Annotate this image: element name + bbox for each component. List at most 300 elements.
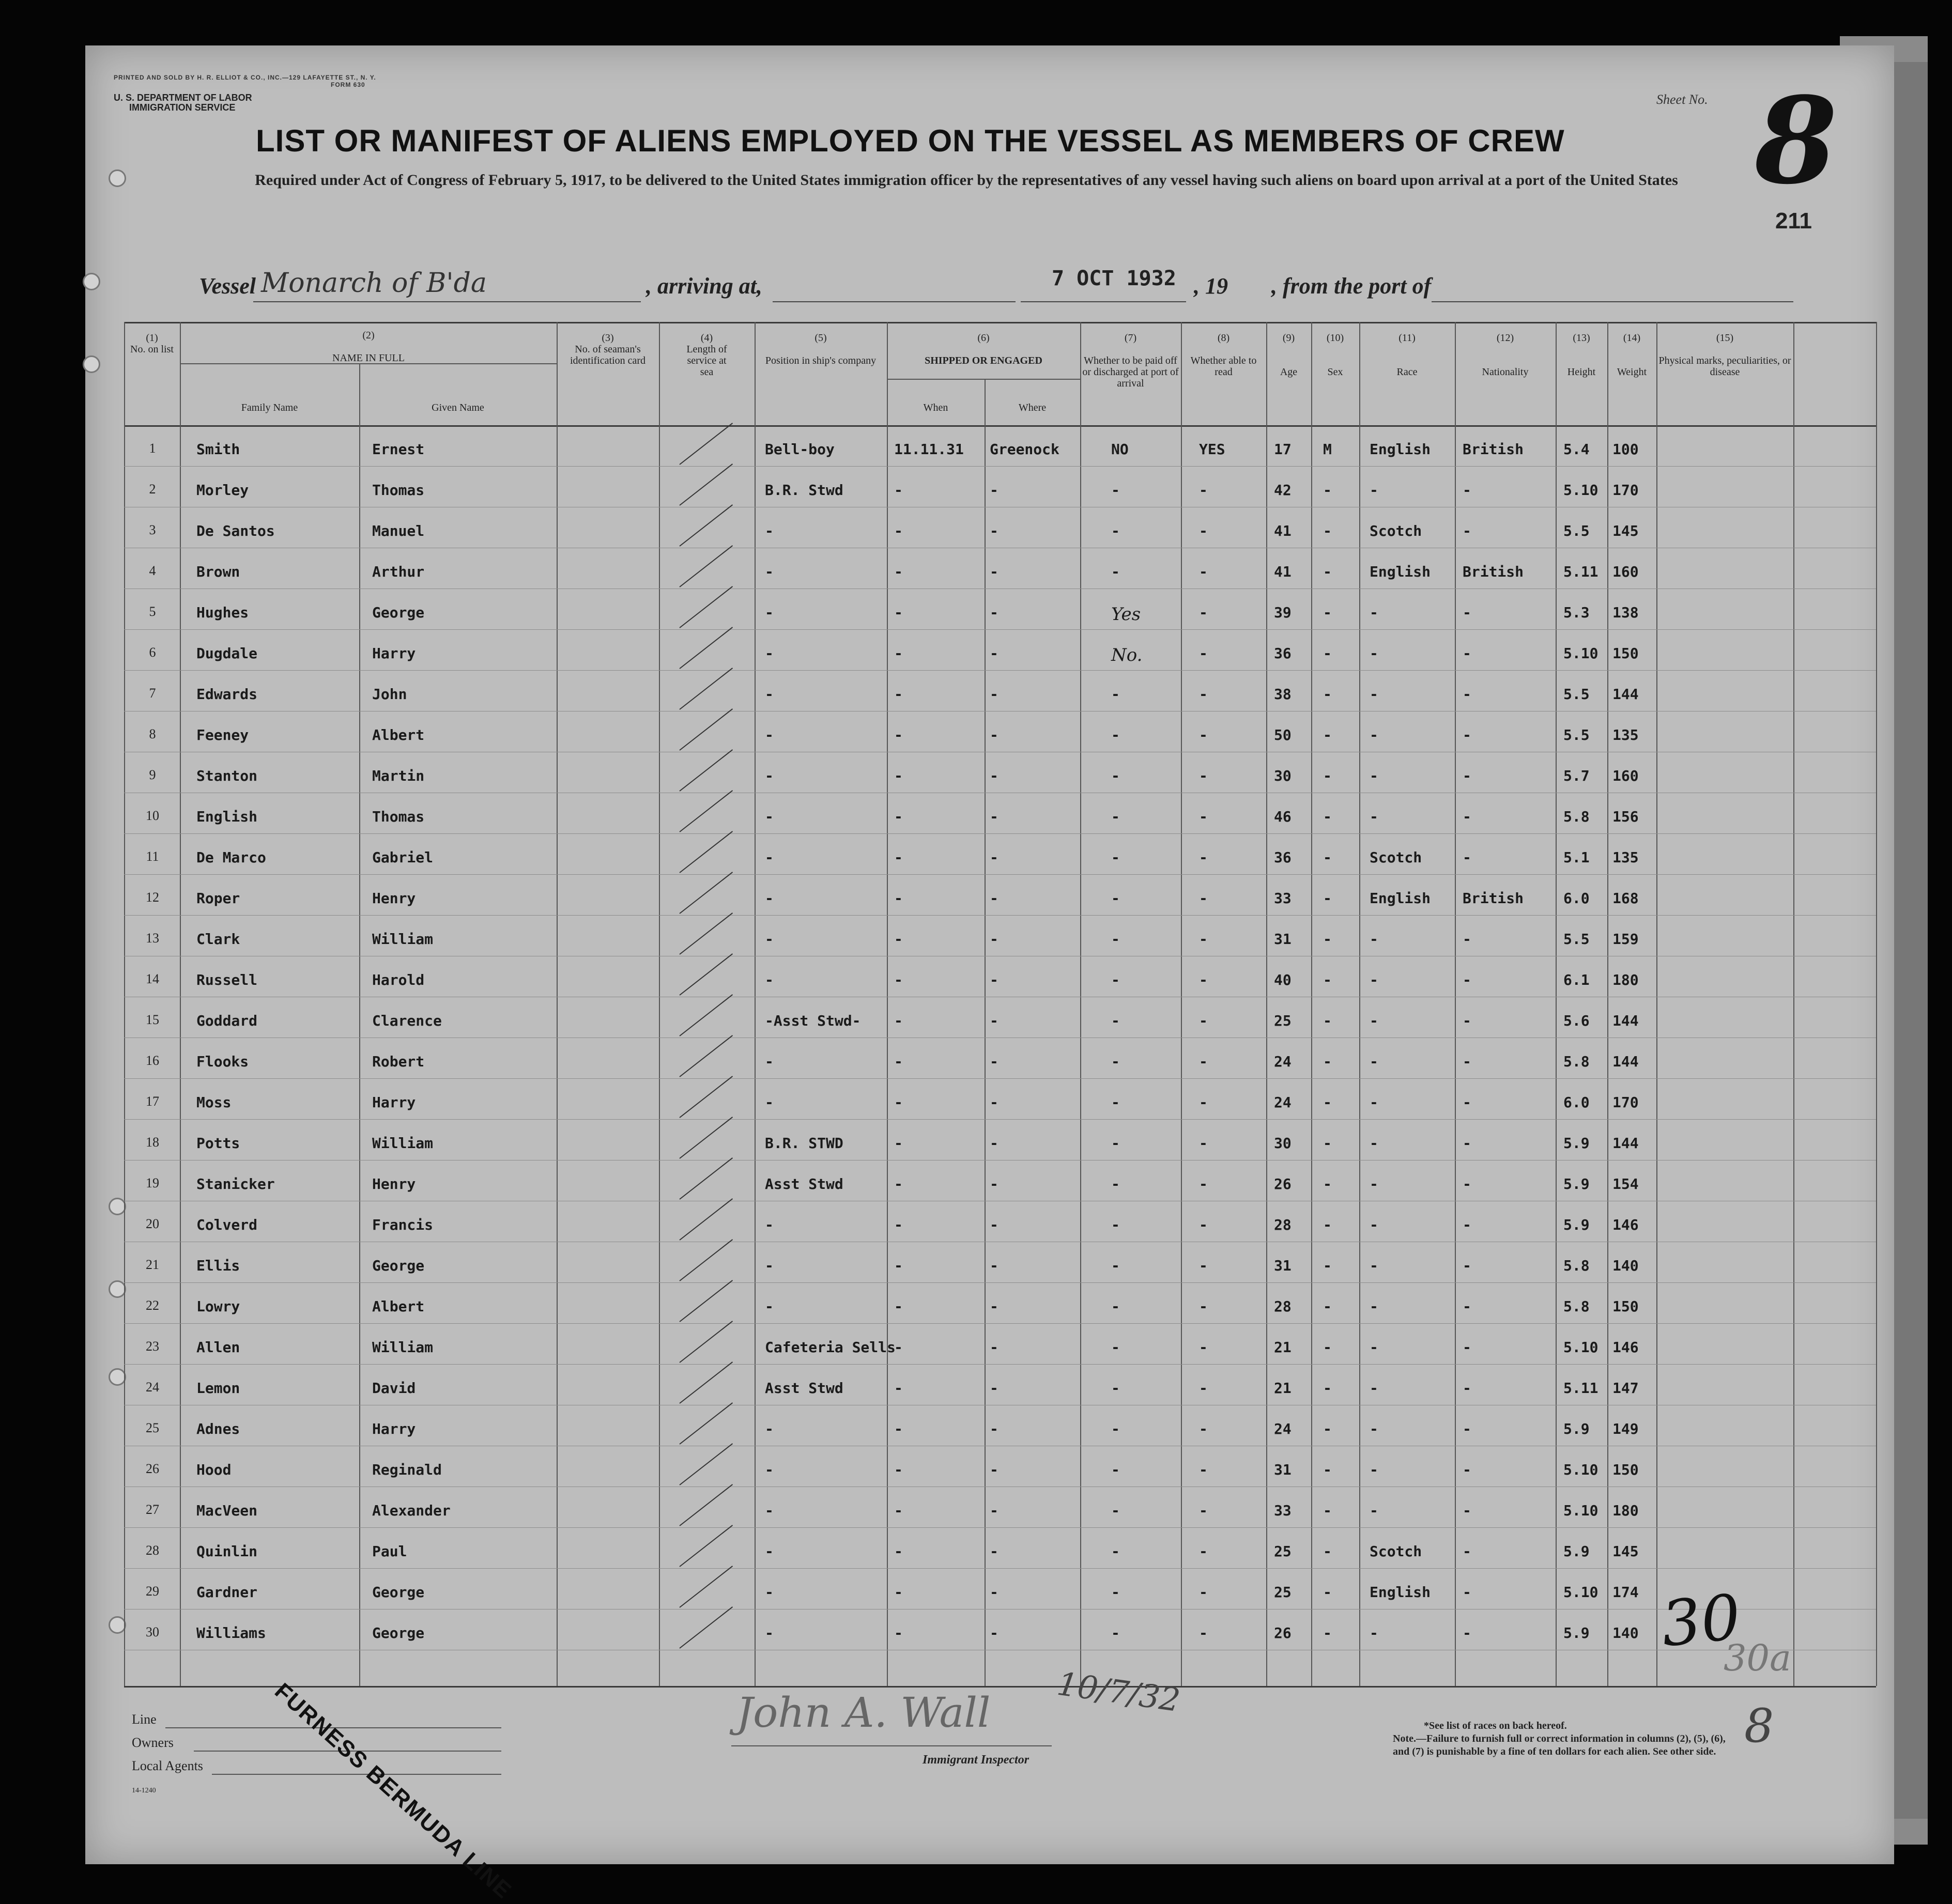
row-number: 19 <box>146 1175 159 1190</box>
row-number: 13 <box>146 931 159 946</box>
cell-sex: - <box>1323 808 1332 825</box>
cell-position: Bell-boy <box>765 441 835 458</box>
cell-where: - <box>990 971 998 988</box>
cell-family: English <box>196 808 258 825</box>
cell-when: - <box>894 849 903 866</box>
row-number: 29 <box>146 1584 159 1599</box>
cell-weight: 144 <box>1612 1053 1639 1070</box>
cell-given: Thomas <box>372 808 425 825</box>
cell-paid: - <box>1111 726 1120 744</box>
cell-paid: No. <box>1111 645 1143 665</box>
row-number: 21 <box>146 1257 159 1272</box>
cell-race: - <box>1370 604 1378 621</box>
row-number: 3 <box>149 522 156 537</box>
cell-family: Flooks <box>196 1053 249 1070</box>
length-of-service-tick <box>679 1361 733 1404</box>
cell-where: - <box>990 1380 998 1397</box>
cell-read: - <box>1199 1380 1208 1397</box>
col-13-header: Height <box>1567 366 1596 378</box>
col-10-number: (10) <box>1326 332 1344 344</box>
cell-paid: - <box>1111 1053 1120 1070</box>
length-of-service-tick <box>679 749 733 792</box>
length-of-service-tick <box>679 586 733 628</box>
cell-height: 5.11 <box>1563 563 1599 580</box>
cell-given: William <box>372 1135 434 1152</box>
cell-nationality: - <box>1463 1175 1471 1193</box>
cell-read: - <box>1199 1584 1208 1601</box>
cell-sex: - <box>1323 890 1332 907</box>
cell-read: - <box>1199 1135 1208 1152</box>
cell-height: 5.10 <box>1563 645 1599 662</box>
cell-position: - <box>765 1298 774 1315</box>
cell-read: - <box>1199 849 1208 866</box>
cell-weight: 150 <box>1612 1461 1639 1478</box>
cell-height: 5.9 <box>1563 1135 1590 1152</box>
cell-position: - <box>765 1094 774 1111</box>
cell-weight: 170 <box>1612 482 1639 499</box>
cell-age: 24 <box>1274 1094 1292 1111</box>
col-5-number: (5) <box>814 332 827 344</box>
cell-weight: 150 <box>1612 645 1639 662</box>
cell-age: 33 <box>1274 890 1292 907</box>
cell-when: - <box>894 1298 903 1315</box>
row-number: 30 <box>146 1624 159 1639</box>
cell-race: Scotch <box>1370 849 1422 866</box>
vessel-line <box>199 267 1801 304</box>
length-of-service-tick <box>679 708 733 751</box>
cell-when: - <box>894 522 903 539</box>
cell-race: English <box>1370 890 1431 907</box>
cell-nationality: - <box>1463 1257 1471 1274</box>
cell-where: - <box>990 1461 998 1478</box>
row-number: 22 <box>146 1298 159 1313</box>
cell-height: 5.10 <box>1563 482 1599 499</box>
cell-when: - <box>894 1584 903 1601</box>
cell-when: - <box>894 1094 903 1111</box>
cell-when: - <box>894 808 903 825</box>
cell-sex: - <box>1323 1502 1332 1519</box>
cell-age: 38 <box>1274 686 1292 703</box>
length-of-service-tick <box>679 1035 733 1077</box>
cell-when: - <box>894 482 903 499</box>
cell-read: - <box>1199 645 1208 662</box>
cell-read: - <box>1199 522 1208 539</box>
footnote-line-1: Note.—Failure to furnish full or correct information in columns (2), (5), (6), <box>1393 1733 1726 1744</box>
cell-sex: - <box>1323 1135 1332 1152</box>
cell-position: - <box>765 563 774 580</box>
cell-weight: 144 <box>1612 686 1639 703</box>
cell-height: 5.4 <box>1563 441 1590 458</box>
cell-given: Alexander <box>372 1502 451 1519</box>
cell-when: - <box>894 645 903 662</box>
cell-paid: - <box>1111 1216 1120 1233</box>
row-number: 10 <box>146 808 159 823</box>
cell-read: YES <box>1199 441 1225 458</box>
cell-position: - <box>765 522 774 539</box>
cell-weight: 154 <box>1612 1175 1639 1193</box>
cell-weight: 170 <box>1612 1094 1639 1111</box>
cell-position: - <box>765 931 774 948</box>
row-number: 28 <box>146 1543 159 1558</box>
cell-nationality: - <box>1463 1502 1471 1519</box>
cell-when: - <box>894 1339 903 1356</box>
cell-given: Arthur <box>372 563 425 580</box>
cell-family: Feeney <box>196 726 249 744</box>
cell-weight: 160 <box>1612 767 1639 784</box>
cell-given: Clarence <box>372 1012 442 1029</box>
cell-sex: - <box>1323 1298 1332 1315</box>
cell-nationality: British <box>1463 441 1524 458</box>
cell-where: - <box>990 890 998 907</box>
cell-age: 28 <box>1274 1216 1292 1233</box>
cell-family: Williams <box>196 1624 266 1642</box>
cell-family: Moss <box>196 1094 232 1111</box>
cell-nationality: - <box>1463 767 1471 784</box>
cell-weight: 159 <box>1612 931 1639 948</box>
cell-sex: - <box>1323 645 1332 662</box>
cell-given: Harold <box>372 971 425 988</box>
cell-nationality: - <box>1463 808 1471 825</box>
cell-height: 5.9 <box>1563 1175 1590 1193</box>
col-12-header: Nationality <box>1482 366 1529 378</box>
cell-family: Ellis <box>196 1257 240 1274</box>
cell-weight: 150 <box>1612 1298 1639 1315</box>
row-number: 26 <box>146 1461 159 1476</box>
cell-where: - <box>990 931 998 948</box>
cell-weight: 100 <box>1612 441 1639 458</box>
cell-when: - <box>894 971 903 988</box>
cell-given: Harry <box>372 1420 416 1437</box>
cell-age: 36 <box>1274 645 1292 662</box>
cell-race: - <box>1370 767 1378 784</box>
col-2-number: (2) <box>362 330 375 341</box>
cell-family: Hughes <box>196 604 249 621</box>
cell-when: - <box>894 931 903 948</box>
col-1-number: (1) <box>146 332 158 344</box>
cell-height: 5.1 <box>1563 849 1590 866</box>
cell-nationality: - <box>1463 482 1471 499</box>
row-number: 2 <box>149 482 156 497</box>
col-3-header: No. of seaman's identification card <box>570 344 646 366</box>
cell-age: 41 <box>1274 563 1292 580</box>
cell-when: - <box>894 1543 903 1560</box>
cell-position: - <box>765 767 774 784</box>
cell-height: 5.9 <box>1563 1420 1590 1437</box>
cell-read: - <box>1199 767 1208 784</box>
cell-where: - <box>990 1053 998 1070</box>
cell-age: 50 <box>1274 726 1292 744</box>
cell-given: Henry <box>372 890 416 907</box>
cell-sex: - <box>1323 1216 1332 1233</box>
col-8-header: Whether able to read <box>1190 355 1257 378</box>
cell-when: - <box>894 686 903 703</box>
punch-hole <box>109 1280 126 1298</box>
length-of-service-tick <box>679 463 733 506</box>
cell-where: - <box>990 1175 998 1193</box>
cell-family: Allen <box>196 1339 240 1356</box>
cell-nationality: - <box>1463 971 1471 988</box>
cell-position: B.R. Stwd <box>765 482 843 499</box>
cell-paid: - <box>1111 1094 1120 1111</box>
cell-sex: - <box>1323 1380 1332 1397</box>
col-12-number: (12) <box>1496 332 1514 344</box>
cell-where: - <box>990 767 998 784</box>
cell-race: - <box>1370 971 1378 988</box>
cell-nationality: - <box>1463 1624 1471 1642</box>
cell-when: - <box>894 1257 903 1274</box>
cell-sex: - <box>1323 1420 1332 1437</box>
cell-height: 5.5 <box>1563 522 1590 539</box>
row-number: 12 <box>146 890 159 905</box>
cell-family: Lemon <box>196 1380 240 1397</box>
cell-where: - <box>990 1502 998 1519</box>
form-code: 14-1240 <box>132 1787 156 1794</box>
cell-when: - <box>894 767 903 784</box>
cell-weight: 149 <box>1612 1420 1639 1437</box>
col-4-number: (4) <box>700 332 713 344</box>
col-15-number: (15) <box>1716 332 1734 344</box>
cell-paid: - <box>1111 1584 1120 1601</box>
cell-position: - <box>765 686 774 703</box>
cell-race: - <box>1370 1298 1378 1315</box>
cell-height: 5.5 <box>1563 686 1590 703</box>
row-number: 6 <box>149 645 156 660</box>
col-6-header: SHIPPED OR ENGAGED <box>925 355 1042 366</box>
cell-height: 5.9 <box>1563 1216 1590 1233</box>
col-8-number: (8) <box>1217 332 1230 344</box>
cell-sex: - <box>1323 1584 1332 1601</box>
cell-age: 46 <box>1274 808 1292 825</box>
page-subtitle: Required under Act of Congress of February 5, 1917, to be delivered to the United States immigration officer by the representatives of any vessel having such aliens on board upon arrival at a port of the United States <box>255 172 1678 189</box>
cell-sex: - <box>1323 482 1332 499</box>
cell-when: - <box>894 1624 903 1642</box>
length-of-service-tick <box>679 1606 733 1649</box>
cell-paid: - <box>1111 1461 1120 1478</box>
cell-weight: 180 <box>1612 1502 1639 1519</box>
cell-nationality: - <box>1463 645 1471 662</box>
col-1-header: No. on list <box>130 344 174 355</box>
cell-paid: - <box>1111 1420 1120 1437</box>
cell-nationality: - <box>1463 931 1471 948</box>
cell-position: - <box>765 1216 774 1233</box>
col-6b-header: Where <box>1018 402 1047 413</box>
cell-sex: - <box>1323 849 1332 866</box>
cell-paid: Yes <box>1111 604 1141 625</box>
cell-age: 42 <box>1274 482 1292 499</box>
cell-race: - <box>1370 1216 1378 1233</box>
cell-race: - <box>1370 686 1378 703</box>
cell-family: Edwards <box>196 686 258 703</box>
cell-position: - <box>765 726 774 744</box>
cell-position: - <box>765 1053 774 1070</box>
cell-sex: - <box>1323 686 1332 703</box>
cell-given: George <box>372 1624 425 1642</box>
cell-where: - <box>990 563 998 580</box>
sheet-subnumber: 211 <box>1775 208 1812 234</box>
cell-when: - <box>894 1461 903 1478</box>
inspector-signature: John A. Wall <box>736 1689 991 1737</box>
cell-paid: - <box>1111 890 1120 907</box>
cell-when: - <box>894 1175 903 1193</box>
cell-where: - <box>990 1216 998 1233</box>
cell-weight: 174 <box>1612 1584 1639 1601</box>
length-of-service-tick <box>679 1525 733 1567</box>
cell-when: - <box>894 1380 903 1397</box>
cell-race: English <box>1370 563 1431 580</box>
cell-when: - <box>894 890 903 907</box>
cell-race: - <box>1370 645 1378 662</box>
signature-date: 10/7/32 <box>1055 1664 1182 1720</box>
length-of-service-tick <box>679 1076 733 1118</box>
cell-read: - <box>1199 563 1208 580</box>
cell-given: Francis <box>372 1216 434 1233</box>
cell-read: - <box>1199 1216 1208 1233</box>
cell-height: 5.11 <box>1563 1380 1599 1397</box>
cell-paid: - <box>1111 767 1120 784</box>
cell-position: - <box>765 1257 774 1274</box>
cell-race: - <box>1370 1339 1378 1356</box>
date-stamp: 7 OCT 1932 <box>1052 267 1176 290</box>
cell-race: - <box>1370 808 1378 825</box>
length-of-service-tick <box>679 953 733 996</box>
cell-read: - <box>1199 1257 1208 1274</box>
cell-nationality: - <box>1463 1420 1471 1437</box>
cell-when: - <box>894 1420 903 1437</box>
crew-table <box>124 322 1876 1686</box>
cell-where: - <box>990 1257 998 1274</box>
cell-position: -Asst Stwd- <box>765 1012 861 1029</box>
col-14-number: (14) <box>1623 332 1641 344</box>
cell-family: Stanicker <box>196 1175 275 1193</box>
punch-hole <box>83 355 100 373</box>
punch-hole <box>109 1616 126 1634</box>
cell-weight: 135 <box>1612 726 1639 744</box>
cell-paid: - <box>1111 563 1120 580</box>
cell-race: - <box>1370 931 1378 948</box>
cell-age: 26 <box>1274 1175 1292 1193</box>
row-number: 27 <box>146 1502 159 1517</box>
printer-imprint: PRINTED AND SOLD BY H. R. ELLIOT & CO., INC.—129 LAFAYETTE ST., N. Y. FORM 630 <box>114 74 376 88</box>
cell-weight: 168 <box>1612 890 1639 907</box>
cell-family: Hood <box>196 1461 232 1478</box>
cell-position: - <box>765 645 774 662</box>
cell-paid: - <box>1111 482 1120 499</box>
cell-age: 21 <box>1274 1339 1292 1356</box>
col-4-header: Length of service at sea <box>686 344 727 378</box>
col-5-header: Position in ship's company <box>765 355 877 366</box>
cell-read: - <box>1199 1053 1208 1070</box>
cell-given: Harry <box>372 1094 416 1111</box>
cell-position: - <box>765 604 774 621</box>
col-6-number: (6) <box>977 332 990 344</box>
length-of-service-tick <box>679 912 733 955</box>
cell-nationality: - <box>1463 1461 1471 1478</box>
cell-height: 5.3 <box>1563 604 1590 621</box>
cell-given: George <box>372 1584 425 1601</box>
cell-height: 5.10 <box>1563 1461 1599 1478</box>
col-7-header: Whether to be paid off or discharged at port of arrival <box>1082 355 1179 389</box>
col-11-number: (11) <box>1398 332 1416 344</box>
cell-weight: 138 <box>1612 604 1639 621</box>
cell-family: Clark <box>196 931 240 948</box>
cell-read: - <box>1199 808 1208 825</box>
cell-sex: - <box>1323 971 1332 988</box>
cell-age: 41 <box>1274 522 1292 539</box>
row-number: 15 <box>146 1012 159 1027</box>
cell-position: - <box>765 849 774 866</box>
cell-family: Smith <box>196 441 240 458</box>
cell-weight: 144 <box>1612 1135 1639 1152</box>
cell-read: - <box>1199 1298 1208 1315</box>
col-15-header: Physical marks, peculiarities, or disease <box>1658 355 1791 378</box>
cell-race: - <box>1370 1175 1378 1193</box>
cell-age: 26 <box>1274 1624 1292 1642</box>
cell-age: 24 <box>1274 1420 1292 1437</box>
cell-given: Ernest <box>372 441 425 458</box>
cell-nationality: - <box>1463 726 1471 744</box>
cell-when: 11.11.31 <box>894 441 964 458</box>
row-number: 7 <box>149 686 156 701</box>
cell-race: Scotch <box>1370 1543 1422 1560</box>
cell-height: 5.7 <box>1563 767 1590 784</box>
cell-sex: - <box>1323 1012 1332 1029</box>
cell-age: 40 <box>1274 971 1292 988</box>
cell-weight: 145 <box>1612 522 1639 539</box>
row-number: 20 <box>146 1216 159 1231</box>
page-title: LIST OR MANIFEST OF ALIENS EMPLOYED ON THE VESSEL AS MEMBERS OF CREW <box>256 123 1565 158</box>
cell-weight: 147 <box>1612 1380 1639 1397</box>
vessel-name: Monarch of B'da <box>261 268 487 299</box>
length-of-service-tick <box>679 1484 733 1526</box>
punch-hole <box>83 273 100 290</box>
length-of-service-tick <box>679 423 733 465</box>
cell-race: - <box>1370 482 1378 499</box>
cell-sex: - <box>1323 1543 1332 1560</box>
cell-given: Reginald <box>372 1461 442 1478</box>
row-number: 24 <box>146 1380 159 1395</box>
cell-weight: 146 <box>1612 1339 1639 1356</box>
cell-nationality: - <box>1463 1012 1471 1029</box>
length-of-service-tick <box>679 504 733 547</box>
cell-age: 30 <box>1274 1135 1292 1152</box>
cell-sex: - <box>1323 563 1332 580</box>
cell-height: 6.0 <box>1563 1094 1590 1111</box>
cell-where: - <box>990 686 998 703</box>
local-agents-label: Local Agents <box>132 1758 203 1773</box>
cell-sex: - <box>1323 1257 1332 1274</box>
cell-race: - <box>1370 1502 1378 1519</box>
col-6a-header: When <box>923 402 948 413</box>
cell-sex: - <box>1323 1624 1332 1642</box>
cell-given: Thomas <box>372 482 425 499</box>
cell-age: 39 <box>1274 604 1292 621</box>
length-of-service-tick <box>679 1157 733 1200</box>
cell-age: 31 <box>1274 931 1292 948</box>
cell-paid: - <box>1111 1624 1120 1642</box>
cell-weight: 145 <box>1612 1543 1639 1560</box>
cell-sex: - <box>1323 726 1332 744</box>
length-of-service-tick <box>679 668 733 710</box>
cell-paid: NO <box>1111 441 1129 458</box>
cell-weight: 135 <box>1612 849 1639 866</box>
department-heading: U. S. DEPARTMENT OF LABOR IMMIGRATION SERVICE <box>114 92 252 113</box>
cell-position: - <box>765 808 774 825</box>
cell-height: 5.9 <box>1563 1624 1590 1642</box>
punch-hole <box>109 1368 126 1386</box>
cell-height: 5.8 <box>1563 1257 1590 1274</box>
sheet-number: 8 <box>1755 71 1838 211</box>
cell-when: - <box>894 1053 903 1070</box>
